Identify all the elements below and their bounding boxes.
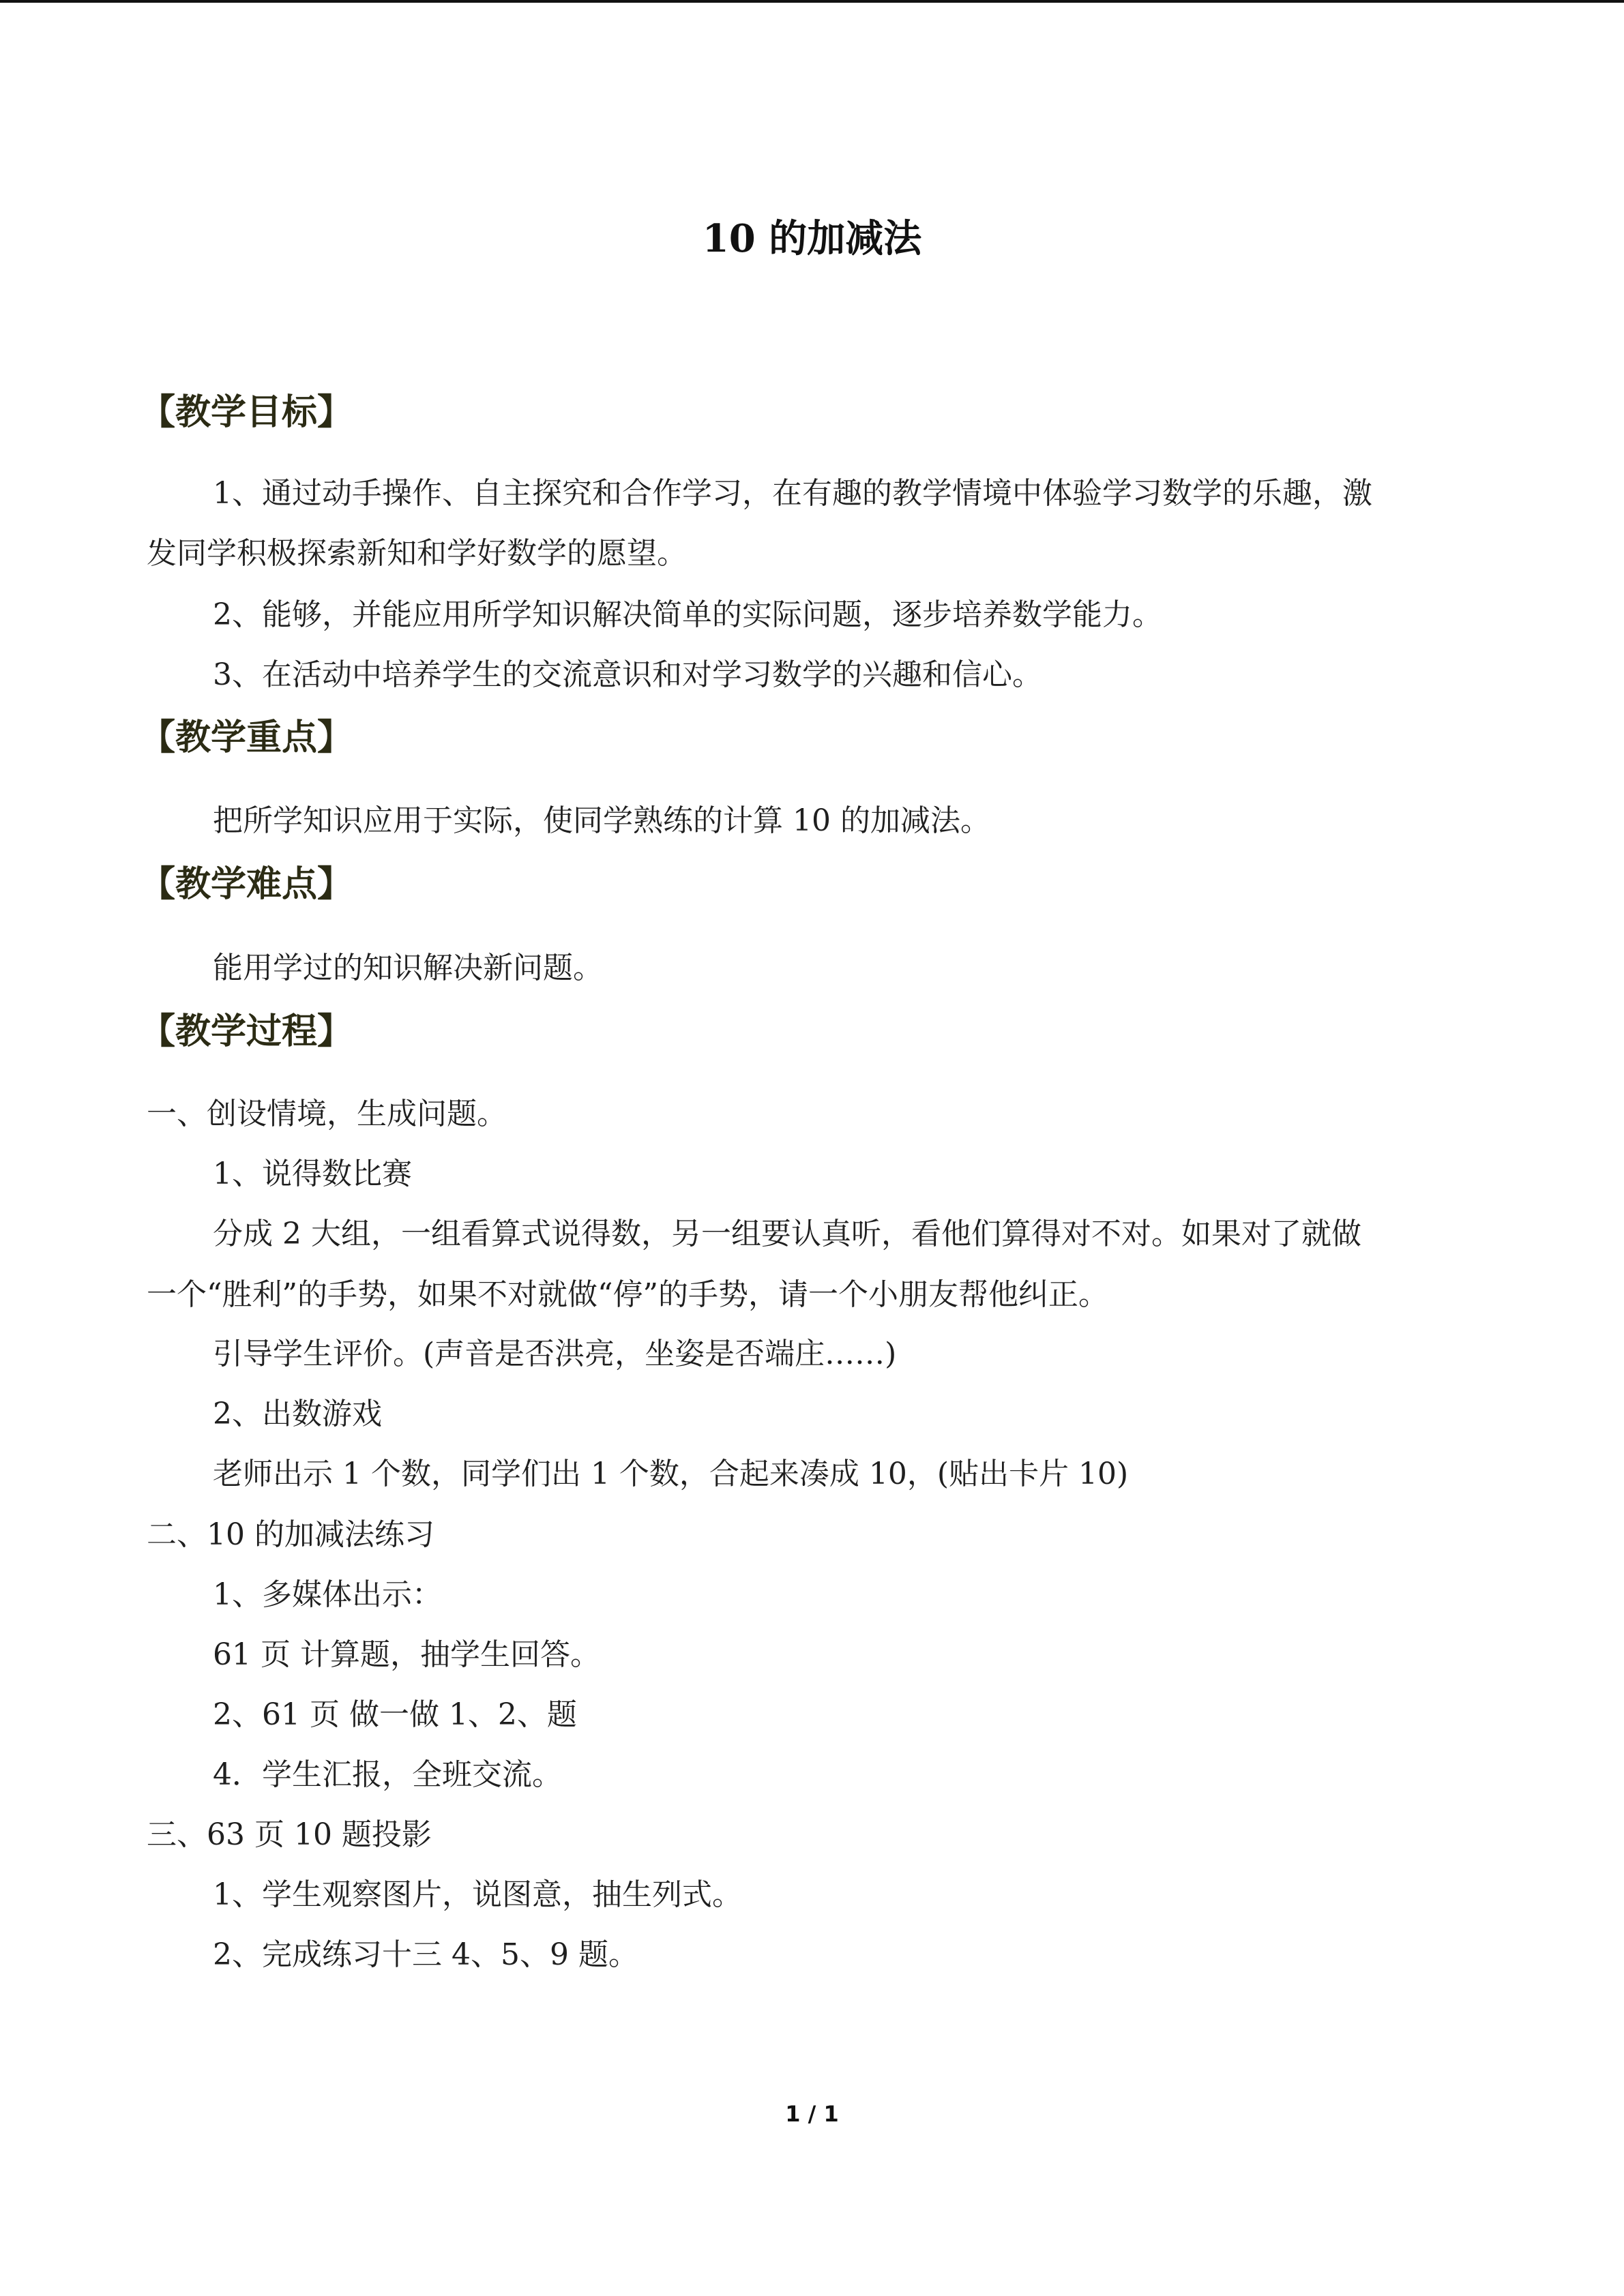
- process-line-15: 2、完成练习十三 4、5、9 题。: [213, 1937, 638, 1972]
- goal-line-1: 1、通过动手操作、自主探究和合作学习，在有趣的教学情境中体验学习数学的乐趣，激: [213, 476, 1372, 511]
- process-line-1: 一、创设情境，生成问题。: [147, 1097, 507, 1131]
- process-line-8: 二、10 的加减法练习: [147, 1517, 434, 1552]
- difficulty-line: 能用学过的知识解决新问题。: [213, 951, 603, 985]
- process-line-5: 引导学生评价。(声音是否洪亮，坐姿是否端庄……): [213, 1337, 897, 1371]
- key-line: 把所学知识应用于实际，使同学熟练的计算 10 的加减法。: [213, 803, 990, 838]
- process-line-3: 分成 2 大组，一组看算式说得数，另一组要认真听，看他们算得对不对。如果对了就做: [213, 1217, 1361, 1251]
- goal-line-3: 2、能够，并能应用所学知识解决简单的实际问题，逐步培养数学能力。: [213, 597, 1162, 632]
- process-line-10: 61 页 计算题，抽学生回答。: [213, 1637, 600, 1672]
- process-line-12: 4．学生汇报，全班交流。: [213, 1757, 562, 1792]
- process-line-7: 老师出示 1 个数，同学们出 1 个数，合起来凑成 10，(贴出卡片 10): [213, 1457, 1129, 1491]
- process-line-9: 1、多媒体出示：: [213, 1577, 442, 1612]
- heading-teaching-key: 【教学重点】: [140, 717, 353, 758]
- process-line-13: 三、63 页 10 题投影: [147, 1817, 432, 1852]
- heading-teaching-goals: 【教学目标】: [140, 391, 353, 433]
- document-title: 10 的加减法: [702, 216, 922, 261]
- process-line-4: 一个“胜利”的手势，如果不对就做“停”的手势，请一个小朋友帮他纠正。: [147, 1277, 1108, 1312]
- process-line-2: 1、说得数比赛: [213, 1157, 412, 1191]
- process-line-6: 2、出数游戏: [213, 1397, 382, 1431]
- process-line-14: 1、学生观察图片，说图意，抽生列式。: [213, 1877, 742, 1912]
- goal-line-2: 发同学积极探索新知和学好数学的愿望。: [147, 536, 687, 571]
- page-indicator: 1 / 1: [785, 2101, 839, 2127]
- heading-teaching-difficulty: 【教学难点】: [140, 863, 353, 905]
- heading-teaching-process: 【教学过程】: [140, 1011, 353, 1052]
- process-line-11: 2、61 页 做一做 1、2、题: [213, 1697, 577, 1732]
- goal-line-4: 3、在活动中培养学生的交流意识和对学习数学的兴趣和信心。: [213, 657, 1042, 692]
